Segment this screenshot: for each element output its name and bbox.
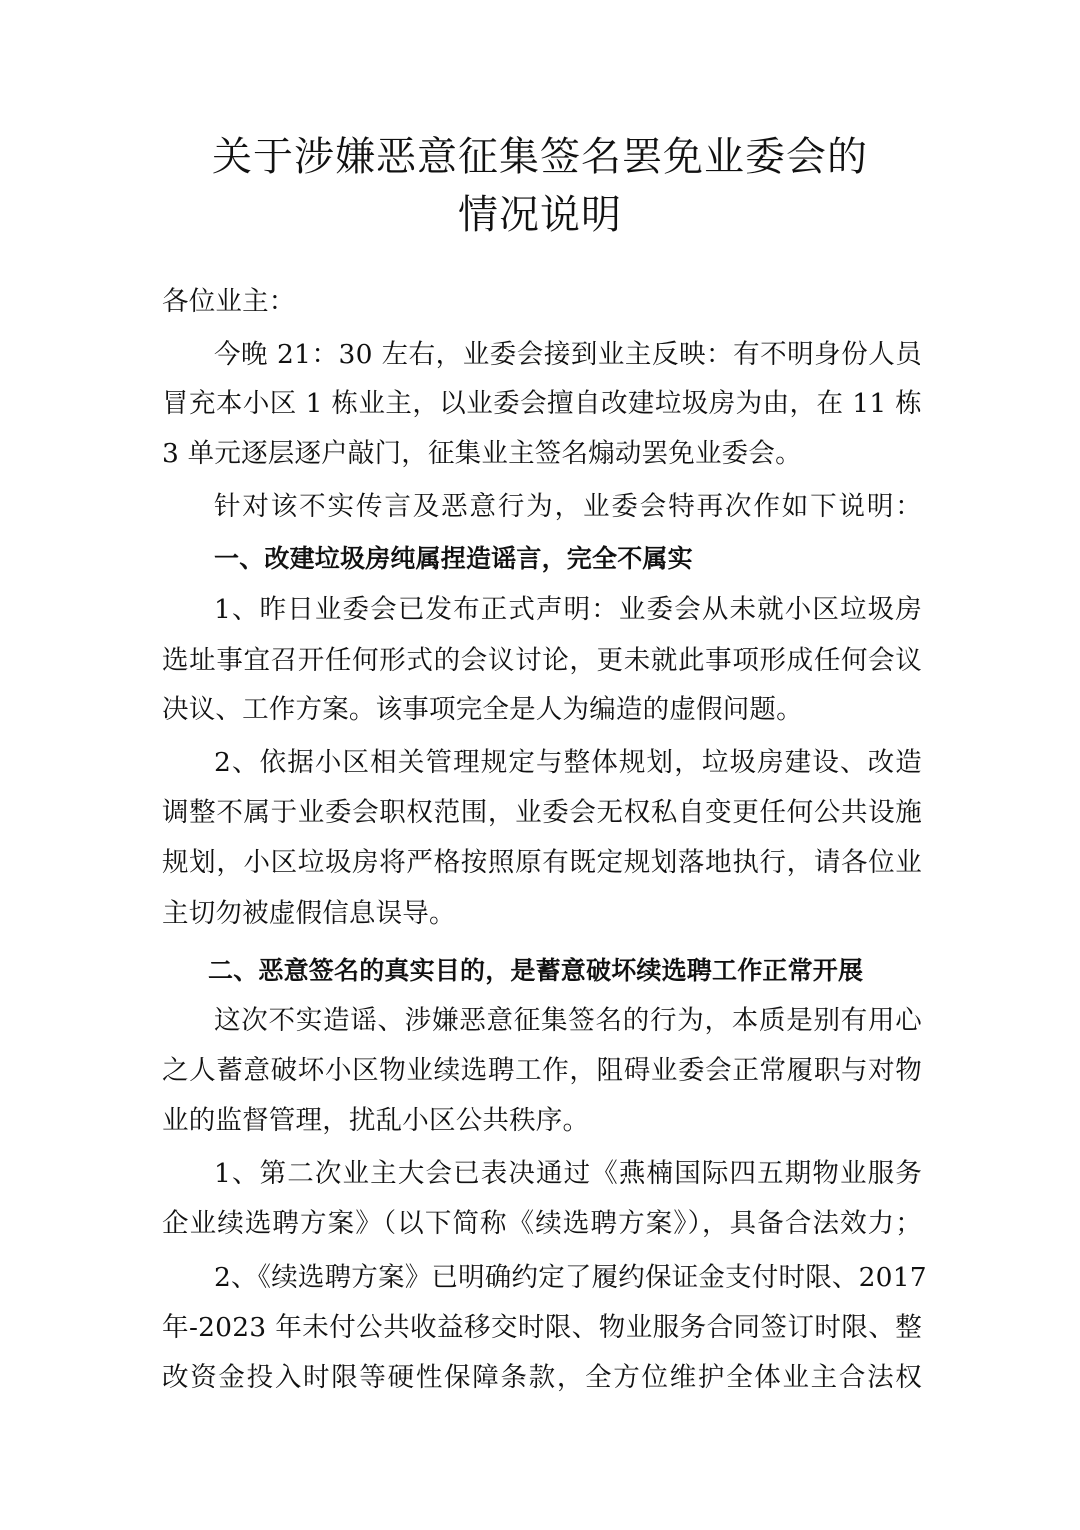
paragraph-line: 1、昨日业委会已发布正式声明：业委会从未就小区垃圾房 [214,594,922,625]
paragraph-line: 主切勿被虚假信息误导。 [162,898,456,929]
paragraph-line: 之人蓄意破坏小区物业续选聘工作，阻碍业委会正常履职与对物 [162,1055,922,1086]
paragraph-line: 这次不实造谣、涉嫌恶意征集签名的行为，本质是别有用心 [214,1005,922,1036]
salutation: 各位业主： [162,286,296,317]
paragraph-line: 业的监督管理，扰乱小区公共秩序。 [162,1105,590,1136]
paragraph-line: 针对该不实传言及恶意行为，业委会特再次作如下说明： [214,491,922,522]
paragraph-line: 企业续选聘方案》（以下简称《续选聘方案》），具备合法效力； [162,1208,922,1239]
paragraph-line: 决议、工作方案。该事项完全是人为编造的虚假问题。 [162,694,803,725]
paragraph-line: 调整不属于业委会职权范围，业委会无权私自变更任何公共设施 [162,797,922,828]
document-title-line-2: 情况说明 [458,192,622,238]
paragraph-line: 今晚 21：30 左右，业委会接到业主反映：有不明身份人员 [214,339,922,370]
paragraph-line: 3 单元逐层逐户敲门，征集业主签名煽动罢免业委会。 [162,438,802,469]
paragraph-line: 2、《续选聘方案》已明确约定了履约保证金支付时限、2017 [214,1262,927,1293]
section-heading-2: 二、恶意签名的真实目的，是蓄意破坏续选聘工作正常开展 [208,956,864,985]
section-heading-1: 一、改建垃圾房纯属捏造谣言，完全不属实 [214,544,693,573]
document-title-line-1: 关于涉嫌恶意征集签名罢免业委会的 [212,134,868,180]
paragraph-line: 年-2023 年未付公共收益移交时限、物业服务合同签订时限、整 [162,1312,922,1343]
paragraph-line: 选址事宜召开任何形式的会议讨论，更未就此事项形成任何会议 [162,645,922,676]
paragraph-line: 冒充本小区 1 栋业主，以业委会擅自改建垃圾房为由，在 11 栋 [162,388,922,419]
paragraph-line: 2、依据小区相关管理规定与整体规划，垃圾房建设、改造 [214,747,922,778]
paragraph-line: 改资金投入时限等硬性保障条款，全方位维护全体业主合法权 [162,1362,922,1393]
paragraph-line: 1、第二次业主大会已表决通过《燕楠国际四五期物业服务 [214,1158,922,1189]
paragraph-line: 规划，小区垃圾房将严格按照原有既定规划落地执行，请各位业 [162,847,922,878]
